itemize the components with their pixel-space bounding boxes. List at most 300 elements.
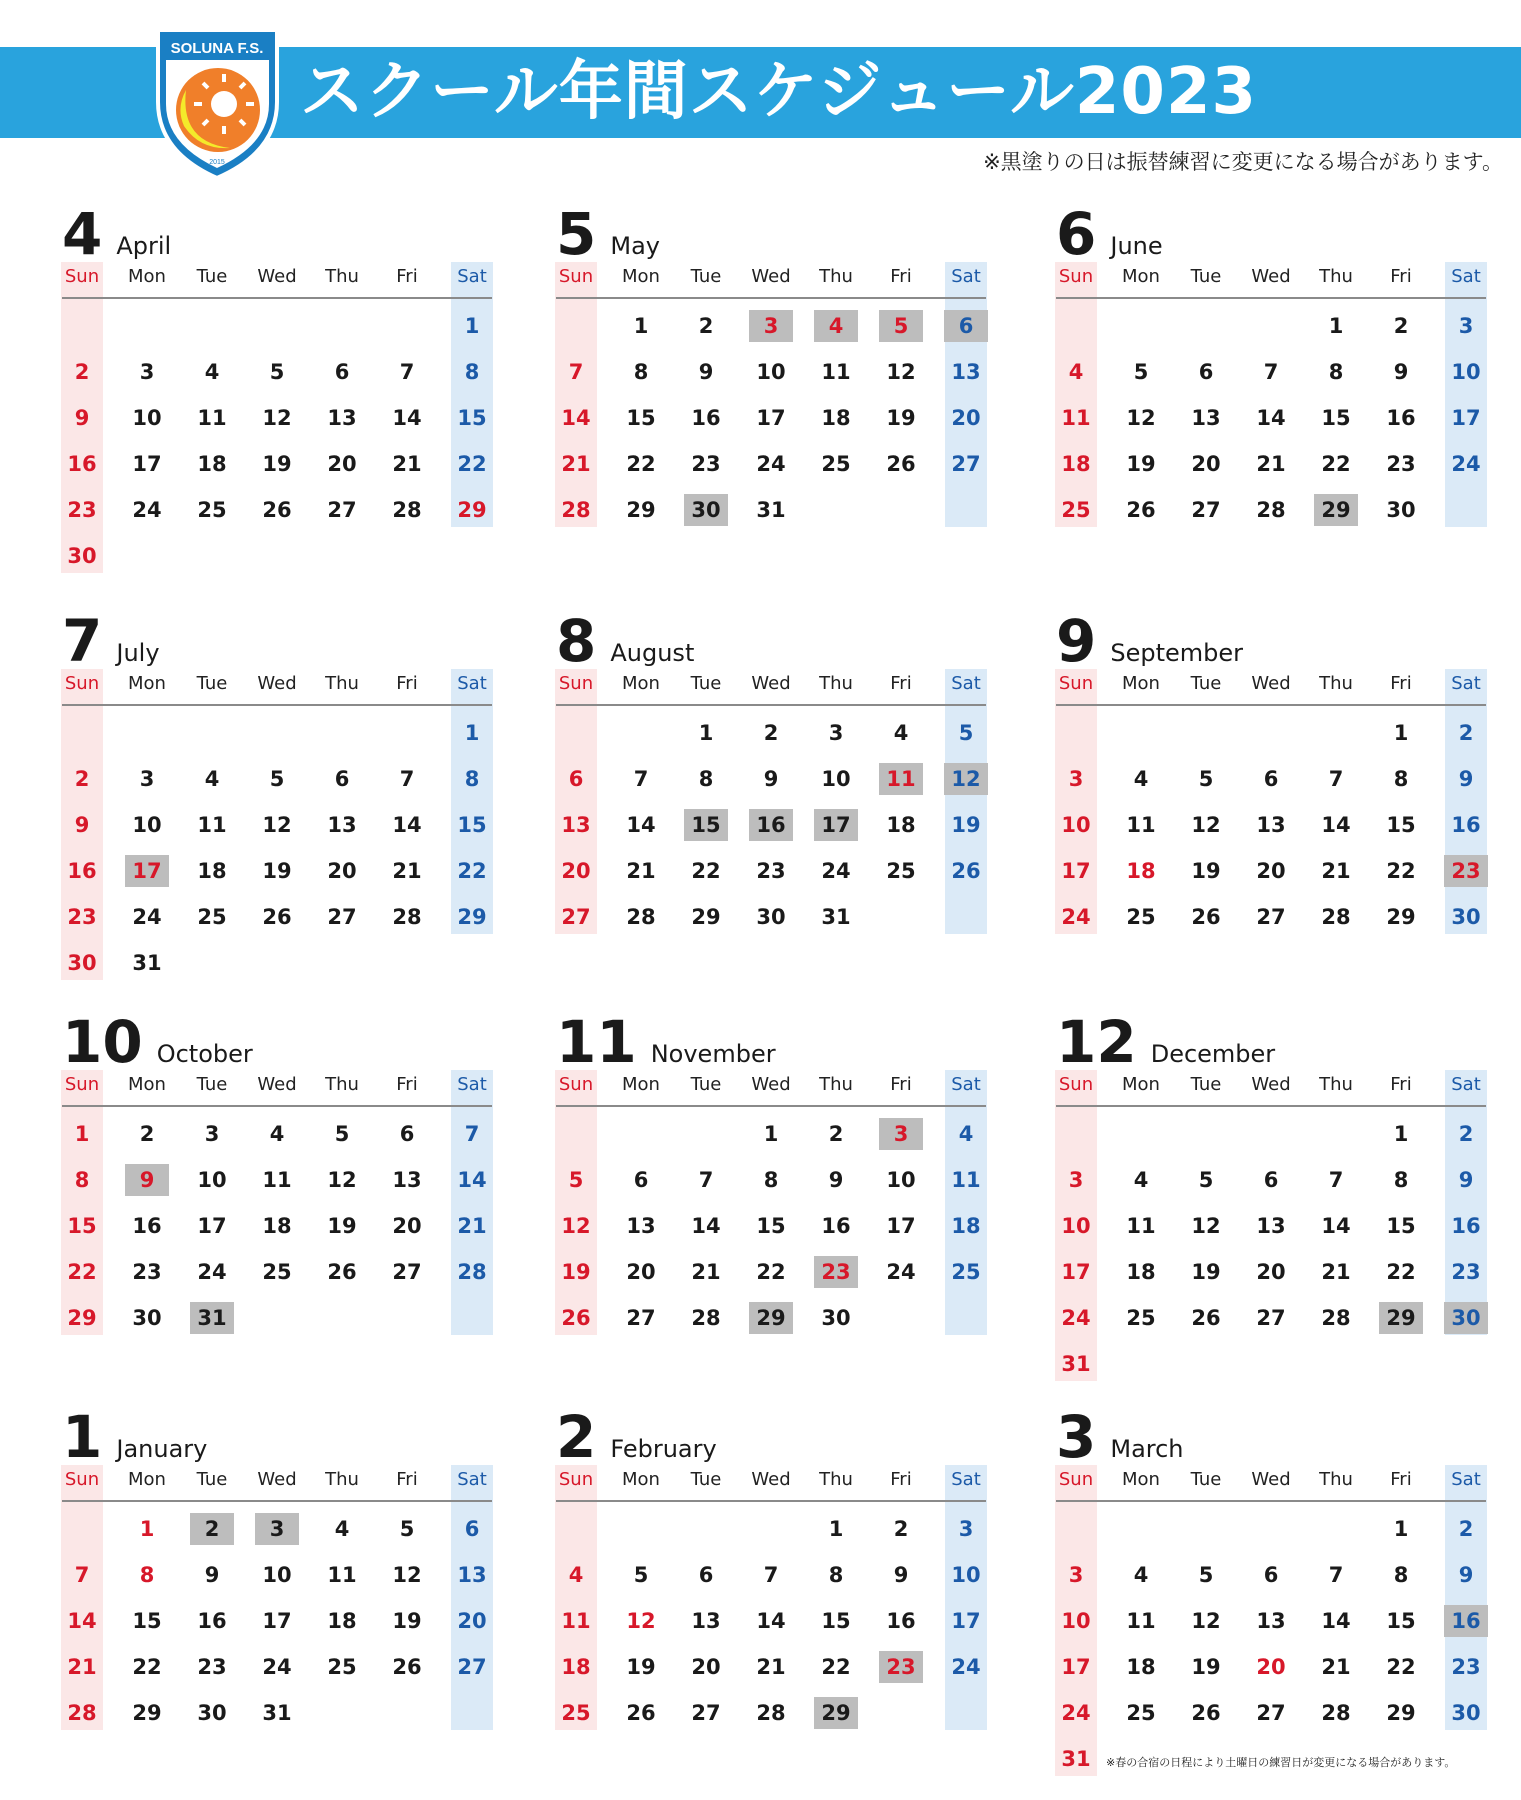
day-cell: 19	[1191, 1260, 1221, 1284]
day-cell: 16	[197, 1609, 227, 1633]
month-number: 10	[62, 1008, 143, 1076]
month-april	[62, 200, 492, 580]
weekday-sun: Sun	[64, 266, 100, 287]
day-cell: 25	[1061, 498, 1091, 522]
day-cell: 5	[269, 360, 285, 384]
day-cell: 2	[698, 314, 714, 338]
weekday-wed: Wed	[751, 266, 791, 287]
header-rule	[1056, 297, 1486, 299]
day-cell: 24	[1061, 905, 1091, 929]
weekday-tue: Tue	[196, 1469, 228, 1490]
day-cell: 2	[763, 721, 779, 745]
day-cell: 7	[464, 1122, 480, 1146]
day-cell: 20	[327, 452, 357, 476]
day-cell: 12	[886, 360, 916, 384]
weekday-wed: Wed	[1251, 1074, 1291, 1095]
day-cell: 3	[255, 1513, 299, 1545]
day-cell: 23	[1451, 1260, 1481, 1284]
day-cell: 12	[626, 1609, 656, 1633]
day-cell: 7	[74, 1563, 90, 1587]
day-cell: 8	[633, 360, 649, 384]
saturday-column-bg	[945, 669, 987, 934]
day-cell: 15	[1386, 813, 1416, 837]
month-number: 9	[1056, 607, 1097, 675]
sunday-column-bg	[555, 262, 597, 527]
day-cell: 11	[262, 1168, 292, 1192]
day-cell: 22	[756, 1260, 786, 1284]
day-cell: 3	[828, 721, 844, 745]
weekday-thu: Thu	[325, 673, 359, 694]
weekday-thu: Thu	[1319, 266, 1353, 287]
weekday-fri: Fri	[396, 266, 418, 287]
month-name: September	[1110, 639, 1244, 667]
weekday-tue: Tue	[196, 1074, 228, 1095]
day-cell: 20	[691, 1655, 721, 1679]
day-cell: 17	[1061, 1260, 1091, 1284]
weekday-tue: Tue	[690, 266, 722, 287]
day-cell: 26	[327, 1260, 357, 1284]
weekday-sat: Sat	[1451, 266, 1481, 287]
day-cell: 5	[879, 310, 923, 342]
weekday-wed: Wed	[1251, 266, 1291, 287]
day-cell: 9	[698, 360, 714, 384]
header-rule	[62, 704, 492, 706]
header-rule	[62, 1105, 492, 1107]
day-cell: 20	[327, 859, 357, 883]
day-cell: 7	[633, 767, 649, 791]
day-cell: 14	[1256, 406, 1286, 430]
day-cell: 4	[568, 1563, 584, 1587]
day-cell: 5	[633, 1563, 649, 1587]
day-cell: 7	[763, 1563, 779, 1587]
saturday-column-bg	[451, 1070, 493, 1335]
day-cell: 24	[886, 1260, 916, 1284]
day-cell: 25	[886, 859, 916, 883]
day-cell: 9	[893, 1563, 909, 1587]
day-cell: 25	[262, 1260, 292, 1284]
day-cell: 8	[828, 1563, 844, 1587]
day-cell: 9	[74, 406, 90, 430]
day-cell: 10	[886, 1168, 916, 1192]
day-cell: 22	[1386, 1655, 1416, 1679]
weekday-sun: Sun	[558, 266, 594, 287]
day-cell: 20	[392, 1214, 422, 1238]
day-cell: 30	[756, 905, 786, 929]
day-cell: 27	[1256, 1701, 1286, 1725]
day-cell: 27	[1256, 1306, 1286, 1330]
day-cell: 5	[1133, 360, 1149, 384]
weekday-wed: Wed	[751, 1469, 791, 1490]
day-cell: 17	[1061, 1655, 1091, 1679]
day-cell: 4	[814, 310, 858, 342]
day-cell: 26	[1126, 498, 1156, 522]
weekday-mon: Mon	[1122, 673, 1160, 694]
saturday-column-bg	[945, 1070, 987, 1335]
day-cell: 29	[67, 1306, 97, 1330]
month-number: 4	[62, 200, 103, 268]
day-cell: 7	[1328, 1168, 1344, 1192]
day-cell: 30	[197, 1701, 227, 1725]
weekday-sun: Sun	[64, 1469, 100, 1490]
day-cell: 29	[457, 498, 487, 522]
month-name: December	[1150, 1040, 1276, 1068]
day-cell: 21	[392, 859, 422, 883]
day-cell: 20	[1256, 1655, 1286, 1679]
day-cell: 22	[1386, 1260, 1416, 1284]
day-cell: 25	[821, 452, 851, 476]
weekday-thu: Thu	[325, 1074, 359, 1095]
day-cell: 3	[1068, 1168, 1084, 1192]
day-cell: 24	[132, 905, 162, 929]
day-cell: 12	[262, 406, 292, 430]
day-cell: 2	[1458, 1122, 1474, 1146]
weekday-sun: Sun	[558, 1074, 594, 1095]
day-cell: 17	[197, 1214, 227, 1238]
weekday-tue: Tue	[196, 673, 228, 694]
day-cell: 18	[1126, 1260, 1156, 1284]
day-cell: 3	[1068, 767, 1084, 791]
day-cell: 23	[1444, 855, 1488, 887]
day-cell: 30	[821, 1306, 851, 1330]
day-cell: 10	[951, 1563, 981, 1587]
day-cell: 14	[1321, 1609, 1351, 1633]
day-cell: 10	[197, 1168, 227, 1192]
month-number: 2	[556, 1403, 597, 1471]
month-number: 5	[556, 200, 597, 268]
month-heading	[556, 200, 660, 270]
weekday-sat: Sat	[951, 1074, 981, 1095]
weekday-thu: Thu	[1319, 1469, 1353, 1490]
weekday-sun: Sun	[64, 1074, 100, 1095]
day-cell: 1	[74, 1122, 90, 1146]
day-cell: 22	[132, 1655, 162, 1679]
day-cell: 22	[691, 859, 721, 883]
day-cell: 19	[262, 452, 292, 476]
day-cell: 10	[262, 1563, 292, 1587]
day-cell: 12	[327, 1168, 357, 1192]
day-cell: 4	[204, 360, 220, 384]
day-cell: 2	[74, 767, 90, 791]
month-number: 8	[556, 607, 597, 675]
day-cell: 25	[951, 1260, 981, 1284]
day-cell: 23	[1386, 452, 1416, 476]
day-cell: 18	[886, 813, 916, 837]
day-cell: 20	[1191, 452, 1221, 476]
day-cell: 23	[814, 1256, 858, 1288]
day-cell: 31	[190, 1302, 234, 1334]
day-cell: 15	[684, 809, 728, 841]
day-cell: 31	[1061, 1352, 1091, 1376]
day-cell: 16	[691, 406, 721, 430]
day-cell: 21	[561, 452, 591, 476]
day-cell: 13	[457, 1563, 487, 1587]
day-cell: 5	[399, 1517, 415, 1541]
day-cell: 9	[1458, 1563, 1474, 1587]
day-cell: 13	[626, 1214, 656, 1238]
day-cell: 4	[958, 1122, 974, 1146]
weekday-sat: Sat	[1451, 1469, 1481, 1490]
day-cell: 28	[457, 1260, 487, 1284]
sunday-column-bg	[555, 1465, 597, 1730]
day-cell: 8	[1393, 767, 1409, 791]
month-number: 11	[556, 1008, 637, 1076]
day-cell: 2	[1458, 721, 1474, 745]
month-october	[62, 1008, 492, 1388]
day-cell: 17	[756, 406, 786, 430]
day-cell: 13	[1256, 1609, 1286, 1633]
day-cell: 26	[262, 905, 292, 929]
day-cell: 18	[951, 1214, 981, 1238]
weekday-wed: Wed	[751, 1074, 791, 1095]
day-cell: 28	[1321, 1701, 1351, 1725]
day-cell: 14	[626, 813, 656, 837]
page-title: スクール年間スケジュール2023	[300, 55, 1258, 129]
day-cell: 6	[399, 1122, 415, 1146]
day-cell: 10	[821, 767, 851, 791]
weekday-fri: Fri	[1390, 266, 1412, 287]
sunday-column-bg	[61, 1465, 103, 1730]
day-cell: 19	[1126, 452, 1156, 476]
day-cell: 9	[1458, 1168, 1474, 1192]
logo-year: 2015	[209, 159, 225, 166]
saturday-column-bg	[451, 669, 493, 934]
day-cell: 8	[139, 1563, 155, 1587]
month-may	[556, 200, 986, 580]
day-cell: 2	[1393, 314, 1409, 338]
weekday-fri: Fri	[1390, 673, 1412, 694]
day-cell: 24	[197, 1260, 227, 1284]
day-cell: 24	[951, 1655, 981, 1679]
day-cell: 5	[958, 721, 974, 745]
day-cell: 16	[1444, 1605, 1488, 1637]
day-cell: 9	[74, 813, 90, 837]
day-cell: 13	[1191, 406, 1221, 430]
day-cell: 1	[698, 721, 714, 745]
day-cell: 22	[457, 859, 487, 883]
day-cell: 3	[879, 1118, 923, 1150]
day-cell: 24	[1061, 1306, 1091, 1330]
day-cell: 13	[1256, 813, 1286, 837]
day-cell: 23	[197, 1655, 227, 1679]
weekday-sat: Sat	[951, 266, 981, 287]
month-heading	[62, 1008, 253, 1078]
day-cell: 6	[1263, 767, 1279, 791]
sunday-column-bg	[555, 1070, 597, 1335]
day-cell: 21	[67, 1655, 97, 1679]
month-number: 7	[62, 607, 103, 675]
day-cell: 22	[1386, 859, 1416, 883]
day-cell: 27	[1256, 905, 1286, 929]
day-cell: 21	[756, 1655, 786, 1679]
day-cell: 28	[691, 1306, 721, 1330]
day-cell: 20	[561, 859, 591, 883]
day-cell: 22	[821, 1655, 851, 1679]
day-cell: 19	[1191, 859, 1221, 883]
day-cell: 6	[334, 767, 350, 791]
day-cell: 16	[1451, 1214, 1481, 1238]
day-cell: 5	[1198, 1563, 1214, 1587]
day-cell: 17	[262, 1609, 292, 1633]
day-cell: 6	[568, 767, 584, 791]
day-cell: 12	[1126, 406, 1156, 430]
month-number: 3	[1056, 1403, 1097, 1471]
day-cell: 4	[1133, 767, 1149, 791]
day-cell: 18	[197, 452, 227, 476]
day-cell: 17	[1061, 859, 1091, 883]
month-november	[556, 1008, 986, 1388]
sunday-column-bg	[555, 669, 597, 934]
day-cell: 22	[457, 452, 487, 476]
day-cell: 1	[763, 1122, 779, 1146]
day-cell: 10	[1061, 1214, 1091, 1238]
saturday-column-bg	[1445, 669, 1487, 934]
weekday-mon: Mon	[1122, 266, 1160, 287]
month-july	[62, 607, 492, 987]
day-cell: 15	[67, 1214, 97, 1238]
day-cell: 24	[1451, 452, 1481, 476]
day-cell: 26	[262, 498, 292, 522]
day-cell: 9	[1458, 767, 1474, 791]
weekday-sat: Sat	[457, 673, 487, 694]
day-cell: 26	[626, 1701, 656, 1725]
day-cell: 14	[392, 813, 422, 837]
saturday-column-bg	[945, 262, 987, 527]
day-cell: 24	[262, 1655, 292, 1679]
day-cell: 7	[399, 360, 415, 384]
day-cell: 13	[1256, 1214, 1286, 1238]
day-cell: 21	[626, 859, 656, 883]
weekday-tue: Tue	[1190, 1469, 1222, 1490]
day-cell: 4	[893, 721, 909, 745]
day-cell: 28	[67, 1701, 97, 1725]
day-cell: 7	[1328, 1563, 1344, 1587]
day-cell: 28	[392, 905, 422, 929]
day-cell: 11	[1126, 1609, 1156, 1633]
weekday-wed: Wed	[751, 673, 791, 694]
day-cell: 9	[1393, 360, 1409, 384]
weekday-thu: Thu	[1319, 1074, 1353, 1095]
month-december	[1056, 1008, 1486, 1388]
day-cell: 9	[125, 1164, 169, 1196]
month-heading	[556, 1008, 776, 1078]
day-cell: 3	[139, 360, 155, 384]
month-name: November	[650, 1040, 776, 1068]
day-cell: 9	[763, 767, 779, 791]
day-cell: 30	[67, 951, 97, 975]
day-cell: 16	[132, 1214, 162, 1238]
day-cell: 16	[1386, 406, 1416, 430]
day-cell: 25	[1126, 1306, 1156, 1330]
month-february	[556, 1403, 986, 1783]
day-cell: 10	[132, 813, 162, 837]
day-cell: 22	[67, 1260, 97, 1284]
month-august	[556, 607, 986, 987]
day-cell: 4	[204, 767, 220, 791]
day-cell: 23	[756, 859, 786, 883]
saturday-column-bg	[1445, 1070, 1487, 1335]
day-cell: 19	[327, 1214, 357, 1238]
day-cell: 11	[197, 406, 227, 430]
weekday-fri: Fri	[1390, 1469, 1412, 1490]
day-cell: 7	[1328, 767, 1344, 791]
day-cell: 15	[132, 1609, 162, 1633]
day-cell: 26	[1191, 1701, 1221, 1725]
day-cell: 25	[1126, 1701, 1156, 1725]
weekday-fri: Fri	[396, 1074, 418, 1095]
day-cell: 30	[67, 544, 97, 568]
day-cell: 16	[1451, 813, 1481, 837]
day-cell: 13	[561, 813, 591, 837]
weekday-mon: Mon	[128, 1074, 166, 1095]
day-cell: 23	[691, 452, 721, 476]
day-cell: 22	[1321, 452, 1351, 476]
day-cell: 31	[132, 951, 162, 975]
day-cell: 27	[951, 452, 981, 476]
day-cell: 10	[1061, 1609, 1091, 1633]
day-cell: 1	[1393, 1122, 1409, 1146]
day-cell: 28	[561, 498, 591, 522]
day-cell: 23	[879, 1651, 923, 1683]
weekday-fri: Fri	[1390, 1074, 1412, 1095]
day-cell: 27	[457, 1655, 487, 1679]
day-cell: 19	[561, 1260, 591, 1284]
day-cell: 7	[698, 1168, 714, 1192]
month-june	[1056, 200, 1486, 580]
day-cell: 12	[1191, 1214, 1221, 1238]
day-cell: 19	[951, 813, 981, 837]
weekday-mon: Mon	[128, 1469, 166, 1490]
day-cell: 17	[1451, 406, 1481, 430]
day-cell: 10	[1061, 813, 1091, 837]
day-cell: 30	[1451, 1701, 1481, 1725]
day-cell: 14	[392, 406, 422, 430]
day-cell: 27	[691, 1701, 721, 1725]
day-cell: 29	[457, 905, 487, 929]
day-cell: 27	[327, 905, 357, 929]
day-cell: 8	[1393, 1168, 1409, 1192]
day-cell: 16	[886, 1609, 916, 1633]
day-cell: 29	[132, 1701, 162, 1725]
weekday-sun: Sun	[64, 673, 100, 694]
saturday-column-bg	[451, 1465, 493, 1730]
day-cell: 28	[626, 905, 656, 929]
day-cell: 12	[262, 813, 292, 837]
day-cell: 6	[1263, 1563, 1279, 1587]
header-rule	[62, 297, 492, 299]
month-heading	[1056, 1403, 1184, 1473]
weekday-fri: Fri	[890, 673, 912, 694]
day-cell: 11	[561, 1609, 591, 1633]
day-cell: 12	[392, 1563, 422, 1587]
saturday-column-bg	[451, 262, 493, 527]
day-cell: 23	[1451, 1655, 1481, 1679]
weekday-mon: Mon	[1122, 1469, 1160, 1490]
weekday-wed: Wed	[257, 1074, 297, 1095]
day-cell: 30	[132, 1306, 162, 1330]
weekday-wed: Wed	[257, 673, 297, 694]
saturday-column-bg	[1445, 262, 1487, 527]
weekday-tue: Tue	[690, 673, 722, 694]
weekday-fri: Fri	[396, 1469, 418, 1490]
day-cell: 2	[1458, 1517, 1474, 1541]
day-cell: 2	[139, 1122, 155, 1146]
day-cell: 5	[1198, 767, 1214, 791]
day-cell: 8	[464, 767, 480, 791]
day-cell: 11	[879, 763, 923, 795]
footnote: ※春の合宿の日程により土曜日の練習日が変更になる場合があります。	[1106, 1756, 1456, 1769]
day-cell: 25	[1126, 905, 1156, 929]
day-cell: 14	[756, 1609, 786, 1633]
